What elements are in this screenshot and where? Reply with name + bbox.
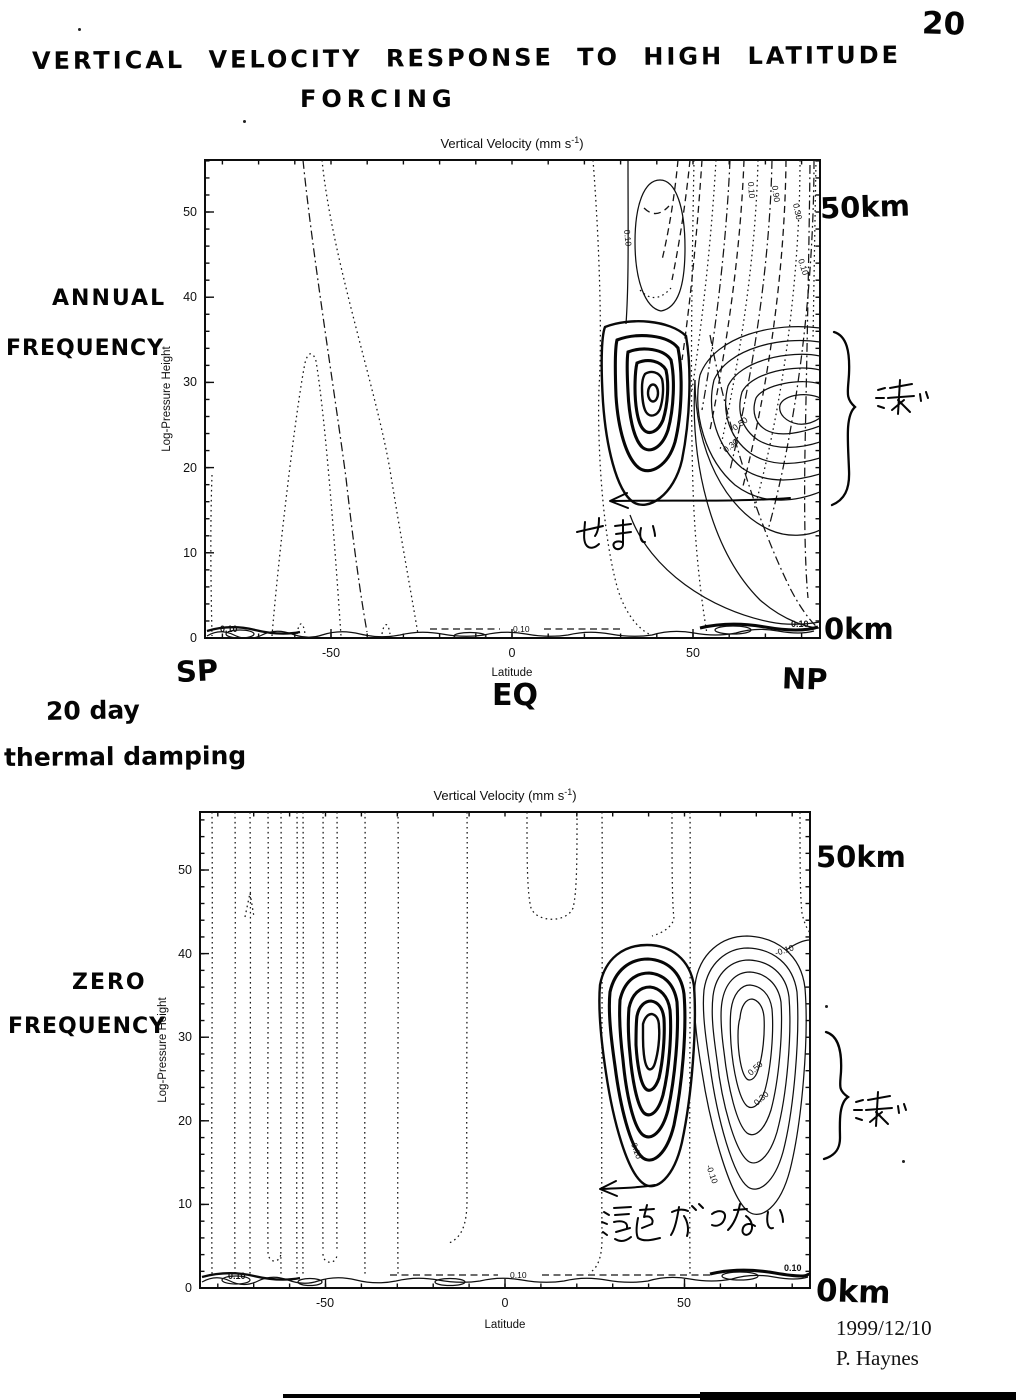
svg-text:0.10: 0.10 <box>746 181 758 199</box>
label-zero-2: FREQUENCY <box>8 1014 167 1039</box>
svg-text:50: 50 <box>178 863 192 877</box>
page-number: 20 <box>921 5 966 43</box>
svg-text:0.10: 0.10 <box>784 1263 802 1273</box>
bottom-contour-plot <box>150 770 930 1370</box>
note-brace-kanji-bottom <box>854 1092 906 1126</box>
svg-text:-50: -50 <box>315 1296 335 1310</box>
y-tick-labels <box>178 863 192 1295</box>
note-penetration-scribble <box>602 1204 783 1241</box>
x-axis-label: Latitude <box>491 667 533 679</box>
svg-text:20: 20 <box>183 461 197 475</box>
svg-text:30: 30 <box>183 375 197 389</box>
y-tick-labels <box>183 205 197 645</box>
svg-text:40: 40 <box>183 290 197 304</box>
svg-text:0: 0 <box>190 631 197 645</box>
svg-text:0.10: 0.10 <box>513 624 530 634</box>
svg-text:20: 20 <box>178 1114 192 1128</box>
svg-text:10: 10 <box>178 1197 192 1211</box>
svg-text:10: 10 <box>183 546 197 560</box>
label-damping-1: 20 day <box>45 695 141 726</box>
axis-ticks <box>200 812 810 1288</box>
label-damping-2: thermal damping <box>3 740 247 773</box>
scan-speck <box>825 1005 828 1008</box>
label-zero-1: ZERO <box>72 970 147 995</box>
svg-text:0: 0 <box>508 646 516 660</box>
page-title-line1: VERTICAL VELOCITY RESPONSE TO HIGH LATITUDE <box>31 40 902 76</box>
plot-title: Vertical Velocity (mm $s^{-1}$) <box>433 787 577 803</box>
svg-text:0: 0 <box>185 1281 192 1295</box>
svg-text:0.30: 0.30 <box>721 436 741 455</box>
label-eq: EQ <box>492 678 538 713</box>
top-alt-50km: 50km <box>819 188 911 226</box>
page-title-line2: FORCING <box>300 85 457 113</box>
label-sp: SP <box>175 652 220 690</box>
footer-author: P. Haynes <box>836 1346 919 1370</box>
svg-text:0.10: 0.10 <box>629 1141 645 1161</box>
zero-contours-dotted <box>212 812 810 1275</box>
y-axis-label: Log-Pressure Height <box>157 997 169 1103</box>
svg-text:0.10: 0.10 <box>796 257 811 277</box>
svg-text:0.10: 0.10 <box>510 1270 527 1280</box>
scan-artifact-bottom-right <box>700 1392 1016 1400</box>
svg-text:0.50: 0.50 <box>730 414 750 433</box>
svg-text:0.10: 0.10 <box>791 619 809 629</box>
scan-speck <box>78 28 81 31</box>
svg-text:-0.10: -0.10 <box>704 1163 721 1185</box>
scan-speck <box>902 1160 905 1163</box>
label-annual-2: FREQUENCY <box>6 336 165 361</box>
svg-text:0: 0 <box>501 1296 509 1310</box>
narrow-arrow <box>610 493 790 508</box>
x-tick-labels <box>316 1296 691 1310</box>
svg-text:40: 40 <box>178 947 192 961</box>
top-alt-0km: 0km <box>824 612 894 646</box>
contour-labels <box>228 942 802 1281</box>
svg-text:-0.10: -0.10 <box>773 942 796 958</box>
note-semai-scribble <box>577 518 655 549</box>
top-contour-plot <box>150 130 930 710</box>
svg-text:0.30: 0.30 <box>751 1088 771 1108</box>
bottom-alt-0km: 0km <box>815 1272 892 1312</box>
x-tick-labels <box>322 646 700 660</box>
note-brace-kanji-top <box>876 380 928 414</box>
svg-text:30: 30 <box>178 1030 192 1044</box>
axis-ticks <box>205 160 820 638</box>
svg-text:0.30: 0.30 <box>791 202 805 221</box>
vertical-extent-brace-top <box>832 332 855 505</box>
x-axis-label: Latitude <box>484 1319 526 1331</box>
svg-text:50: 50 <box>677 1296 691 1310</box>
svg-text:0.50: 0.50 <box>745 1058 765 1078</box>
plot-title: Vertical Velocity (mm $s^{-1}$) <box>440 135 584 151</box>
footer-date: 1999/12/10 <box>836 1316 932 1340</box>
y-axis-label: Log-Pressure Height <box>161 346 173 452</box>
scan-speck <box>243 120 246 123</box>
svg-text:0.10: 0.10 <box>220 624 238 634</box>
svg-text:0.90: 0.90 <box>770 184 783 203</box>
penetration-arrow <box>600 1181 655 1196</box>
plot-frame <box>200 812 810 1288</box>
plot-frame <box>205 160 820 638</box>
label-annual-1: ANNUAL <box>52 286 167 311</box>
svg-text:50: 50 <box>686 646 700 660</box>
negative-cell-contours-thick <box>599 945 694 1186</box>
bottom-alt-50km: 50km <box>816 840 906 874</box>
dashed-contours <box>430 160 786 629</box>
contour-labels <box>220 181 811 634</box>
svg-text:-50: -50 <box>321 646 341 660</box>
svg-text:50: 50 <box>183 205 197 219</box>
svg-text:0.10: 0.10 <box>228 1271 246 1281</box>
vertical-extent-brace-bottom <box>824 1032 848 1159</box>
svg-text:0.10: 0.10 <box>622 229 634 247</box>
label-np: NP <box>781 661 829 697</box>
negative-cell-contours-thick <box>602 321 690 505</box>
